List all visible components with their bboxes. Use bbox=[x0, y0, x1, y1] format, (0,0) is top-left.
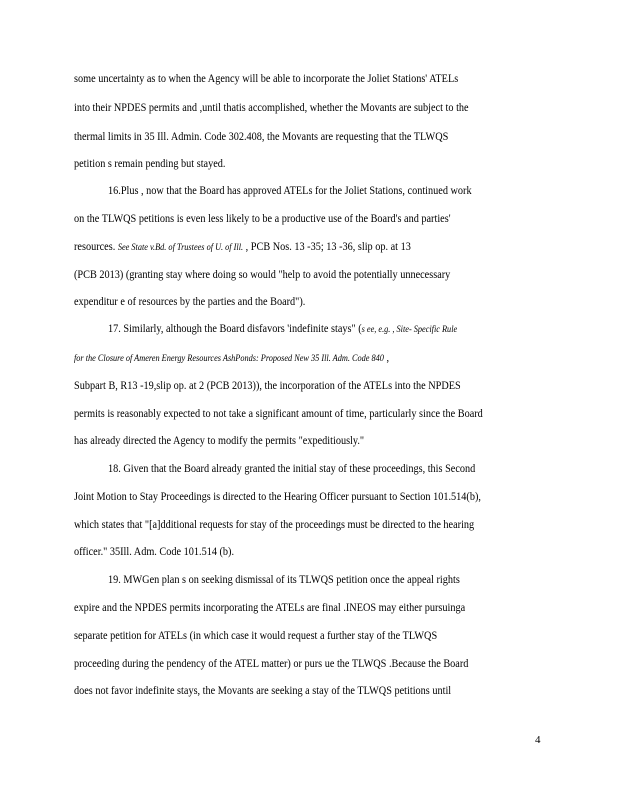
text-line-12 bbox=[74, 379, 495, 393]
rule-citation-b: for the Closure of Ameren Energy Resources AshPonds: Proposed New 35 Ill. Adm. Code 840 bbox=[74, 353, 384, 363]
line-11-text-b: , bbox=[383, 352, 390, 364]
text-line-18 bbox=[74, 545, 495, 559]
line-5-text: 16.Plus , now that the Board has approved ATELs for the Joliet Stations, continued work bbox=[108, 185, 472, 197]
line-14-text: has already directed the Agency to modify the permits "expeditiously." bbox=[74, 435, 365, 447]
text-line-6 bbox=[74, 212, 495, 226]
line-13-text: permits is reasonably expected to not take a significant amount of time, particularly since the Board bbox=[74, 408, 483, 420]
text-line-22 bbox=[74, 657, 495, 671]
text-line-20 bbox=[74, 601, 495, 615]
line-10-text-a: 17. Similarly, although the Board disfavors 'indefinite stays" ( bbox=[108, 323, 362, 335]
line-4-text: petition s remain pending but stayed. bbox=[74, 158, 226, 170]
rule-citation-a: s ee, e.g. , Site- Specific Rule bbox=[361, 324, 458, 334]
text-line-13 bbox=[74, 407, 495, 421]
line-18-text: officer." 35Ill. Adm. Code 101.514 (b). bbox=[74, 546, 235, 558]
text-line-16 bbox=[74, 490, 495, 504]
line-23-text: does not favor indefinite stays, the Movants are seeking a stay of the TLWQS petitions until bbox=[74, 685, 452, 697]
case-citation: See State v.Bd. of Trustees of U. of Ill. bbox=[117, 242, 244, 252]
text-line-5 bbox=[108, 184, 499, 198]
text-line-3 bbox=[74, 130, 495, 144]
line-3-text: thermal limits in 35 Ill. Admin. Code 302.408, the Movants are requesting that the TLWQS bbox=[74, 131, 449, 143]
text-line-19 bbox=[108, 573, 499, 587]
line-7-text-b: , PCB Nos. 13 -35; 13 -36, slip op. at 13 bbox=[243, 241, 411, 253]
line-22-text: proceeding during the pendency of the ATEL matter) or purs ue the TLWQS .Because the Board bbox=[74, 658, 469, 670]
page-number: 4 bbox=[535, 734, 541, 746]
line-15-text: 18. Given that the Board already granted the initial stay of these proceedings, this Second bbox=[108, 463, 476, 475]
line-8-text: (PCB 2013) (granting stay where doing so would "help to avoid the potentially unnecessary bbox=[74, 269, 451, 281]
text-line-9 bbox=[74, 295, 495, 309]
line-1-text: some uncertainty as to when the Agency will be able to incorporate the Joliet Stations' ATELs bbox=[74, 73, 459, 85]
line-7-text-a: resources. bbox=[74, 241, 118, 253]
text-line-1 bbox=[74, 72, 495, 86]
line-20-text: expire and the NPDES permits incorporating the ATELs are final .INEOS may either pursuinga bbox=[74, 602, 466, 614]
line-17-text: which states that "[a]dditional requests for stay of the proceedings must be directed to the hearing bbox=[74, 519, 475, 531]
text-line-17 bbox=[74, 518, 495, 532]
text-line-10 bbox=[108, 322, 499, 336]
text-line-4 bbox=[74, 157, 495, 171]
text-line-23 bbox=[74, 684, 495, 698]
text-line-7 bbox=[74, 240, 495, 254]
text-line-2 bbox=[74, 101, 495, 115]
text-line-14 bbox=[74, 434, 495, 448]
line-16-text: Joint Motion to Stay Proceedings is directed to the Hearing Officer pursuant to Section 101.514(b), bbox=[74, 491, 481, 503]
text-line-8 bbox=[74, 268, 495, 282]
line-12-text: Subpart B, R13 -19,slip op. at 2 (PCB 2013)), the incorporation of the ATELs into the NPDES bbox=[74, 380, 461, 392]
line-6-text: on the TLWQS petitions is even less likely to be a productive use of the Board's and parties' bbox=[74, 213, 451, 225]
line-2-text: into their NPDES permits and ,until thatis accomplished, whether the Movants are subject to the bbox=[74, 102, 469, 114]
text-line-21 bbox=[74, 629, 495, 643]
line-19-text: 19. MWGen plan s on seeking dismissal of its TLWQS petition once the appeal rights bbox=[108, 574, 460, 586]
text-line-15 bbox=[108, 462, 499, 476]
text-line-11 bbox=[74, 351, 495, 365]
line-21-text: separate petition for ATELs (in which case it would request a further stay of the TLWQS bbox=[74, 630, 438, 642]
line-9-text: expenditur e of resources by the parties and the Board"). bbox=[74, 296, 306, 308]
